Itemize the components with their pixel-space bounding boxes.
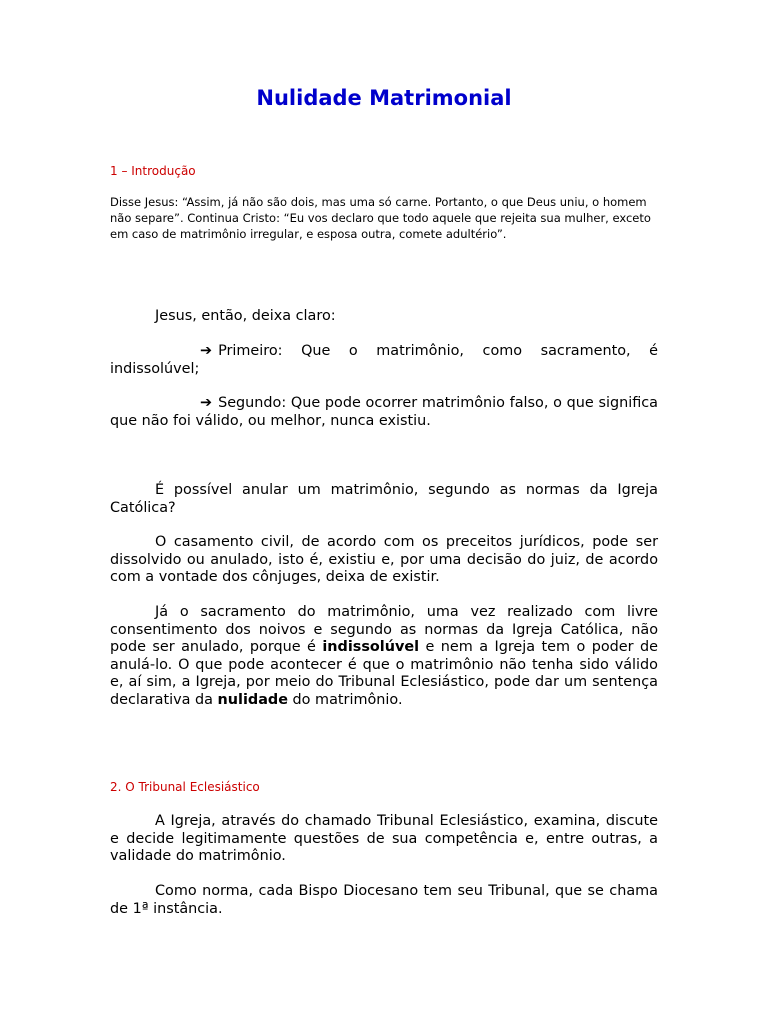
section-heading-tribunal: 2. O Tribunal Eclesiástico [110, 780, 260, 794]
paragraph-possivel: É possível anular um matrimônio, segundo as normas da Igreja Católica? [110, 482, 658, 516]
intro-quote: Disse Jesus: “Assim, já não são dois, mas uma só carne. Portanto, o que Deus uniu, o homem não separe”. Continua Cristo: “Eu vos declaro que todo aquele que rejeita sua mulher, exceto em caso de matrimônio irregular, e esposa outra, comete adultério”. [110, 195, 651, 241]
document-title: Nulidade Matrimonial [256, 86, 512, 110]
term-indissoluvel: indissolúvel [322, 639, 420, 655]
paragraph-civil: O casamento civil, de acordo com os preceitos jurídicos, pode ser dissolvido ou anulado, isto é, existiu e, por uma decisão do juiz, de acordo com a vontade dos cônjuges, deixa de existir. [110, 534, 658, 585]
paragraph-segundo-text: Segundo: Que pode ocorrer matrimônio falso, o que significa que não foi válido, ou melhor, nunca existiu. [110, 395, 658, 429]
paragraph-sacramento-text-1: Já o sacramento do matrimônio, uma vez realizado com livre consentimento dos noivos e segundo as normas da Igreja Católica, não pode ser anulado, porque é [110, 604, 658, 655]
term-nulidade: nulidade [217, 691, 288, 708]
paragraph-primeiro [110, 343, 658, 378]
paragraph-segundo [110, 395, 658, 430]
paragraph-sacramento-text-2: e nem a Igreja tem o poder de anulá-lo. O que pode acontecer é que o matrimônio não tenha sido válido e, aí sim, a Igreja, por meio do Tribunal Eclesiástico, pode dar um sentença declarativa da [110, 639, 658, 708]
paragraph-sacramento [110, 604, 658, 709]
paragraph-primeiro-text: Primeiro: Que o matrimônio, como sacramento, é indissolúvel; [110, 343, 658, 377]
paragraph-jesus: Jesus, então, deixa claro: [155, 308, 336, 324]
paragraph-sacramento-text-3: do matrimônio. [287, 691, 403, 708]
paragraph-norma: Como norma, cada Bispo Diocesano tem seu Tribunal, que se chama de 1ª instância. [110, 883, 658, 917]
arrow-right-icon: ➔ [200, 343, 213, 359]
section-heading-introducao: 1 – Introdução [110, 164, 196, 178]
arrow-right-icon: ➔ [200, 395, 213, 411]
paragraph-igreja: A Igreja, através do chamado Tribunal Eclesiástico, examina, discute e decide legitimamente questões de sua competência e, entre outras, a validade do matrimônio. [110, 813, 658, 864]
